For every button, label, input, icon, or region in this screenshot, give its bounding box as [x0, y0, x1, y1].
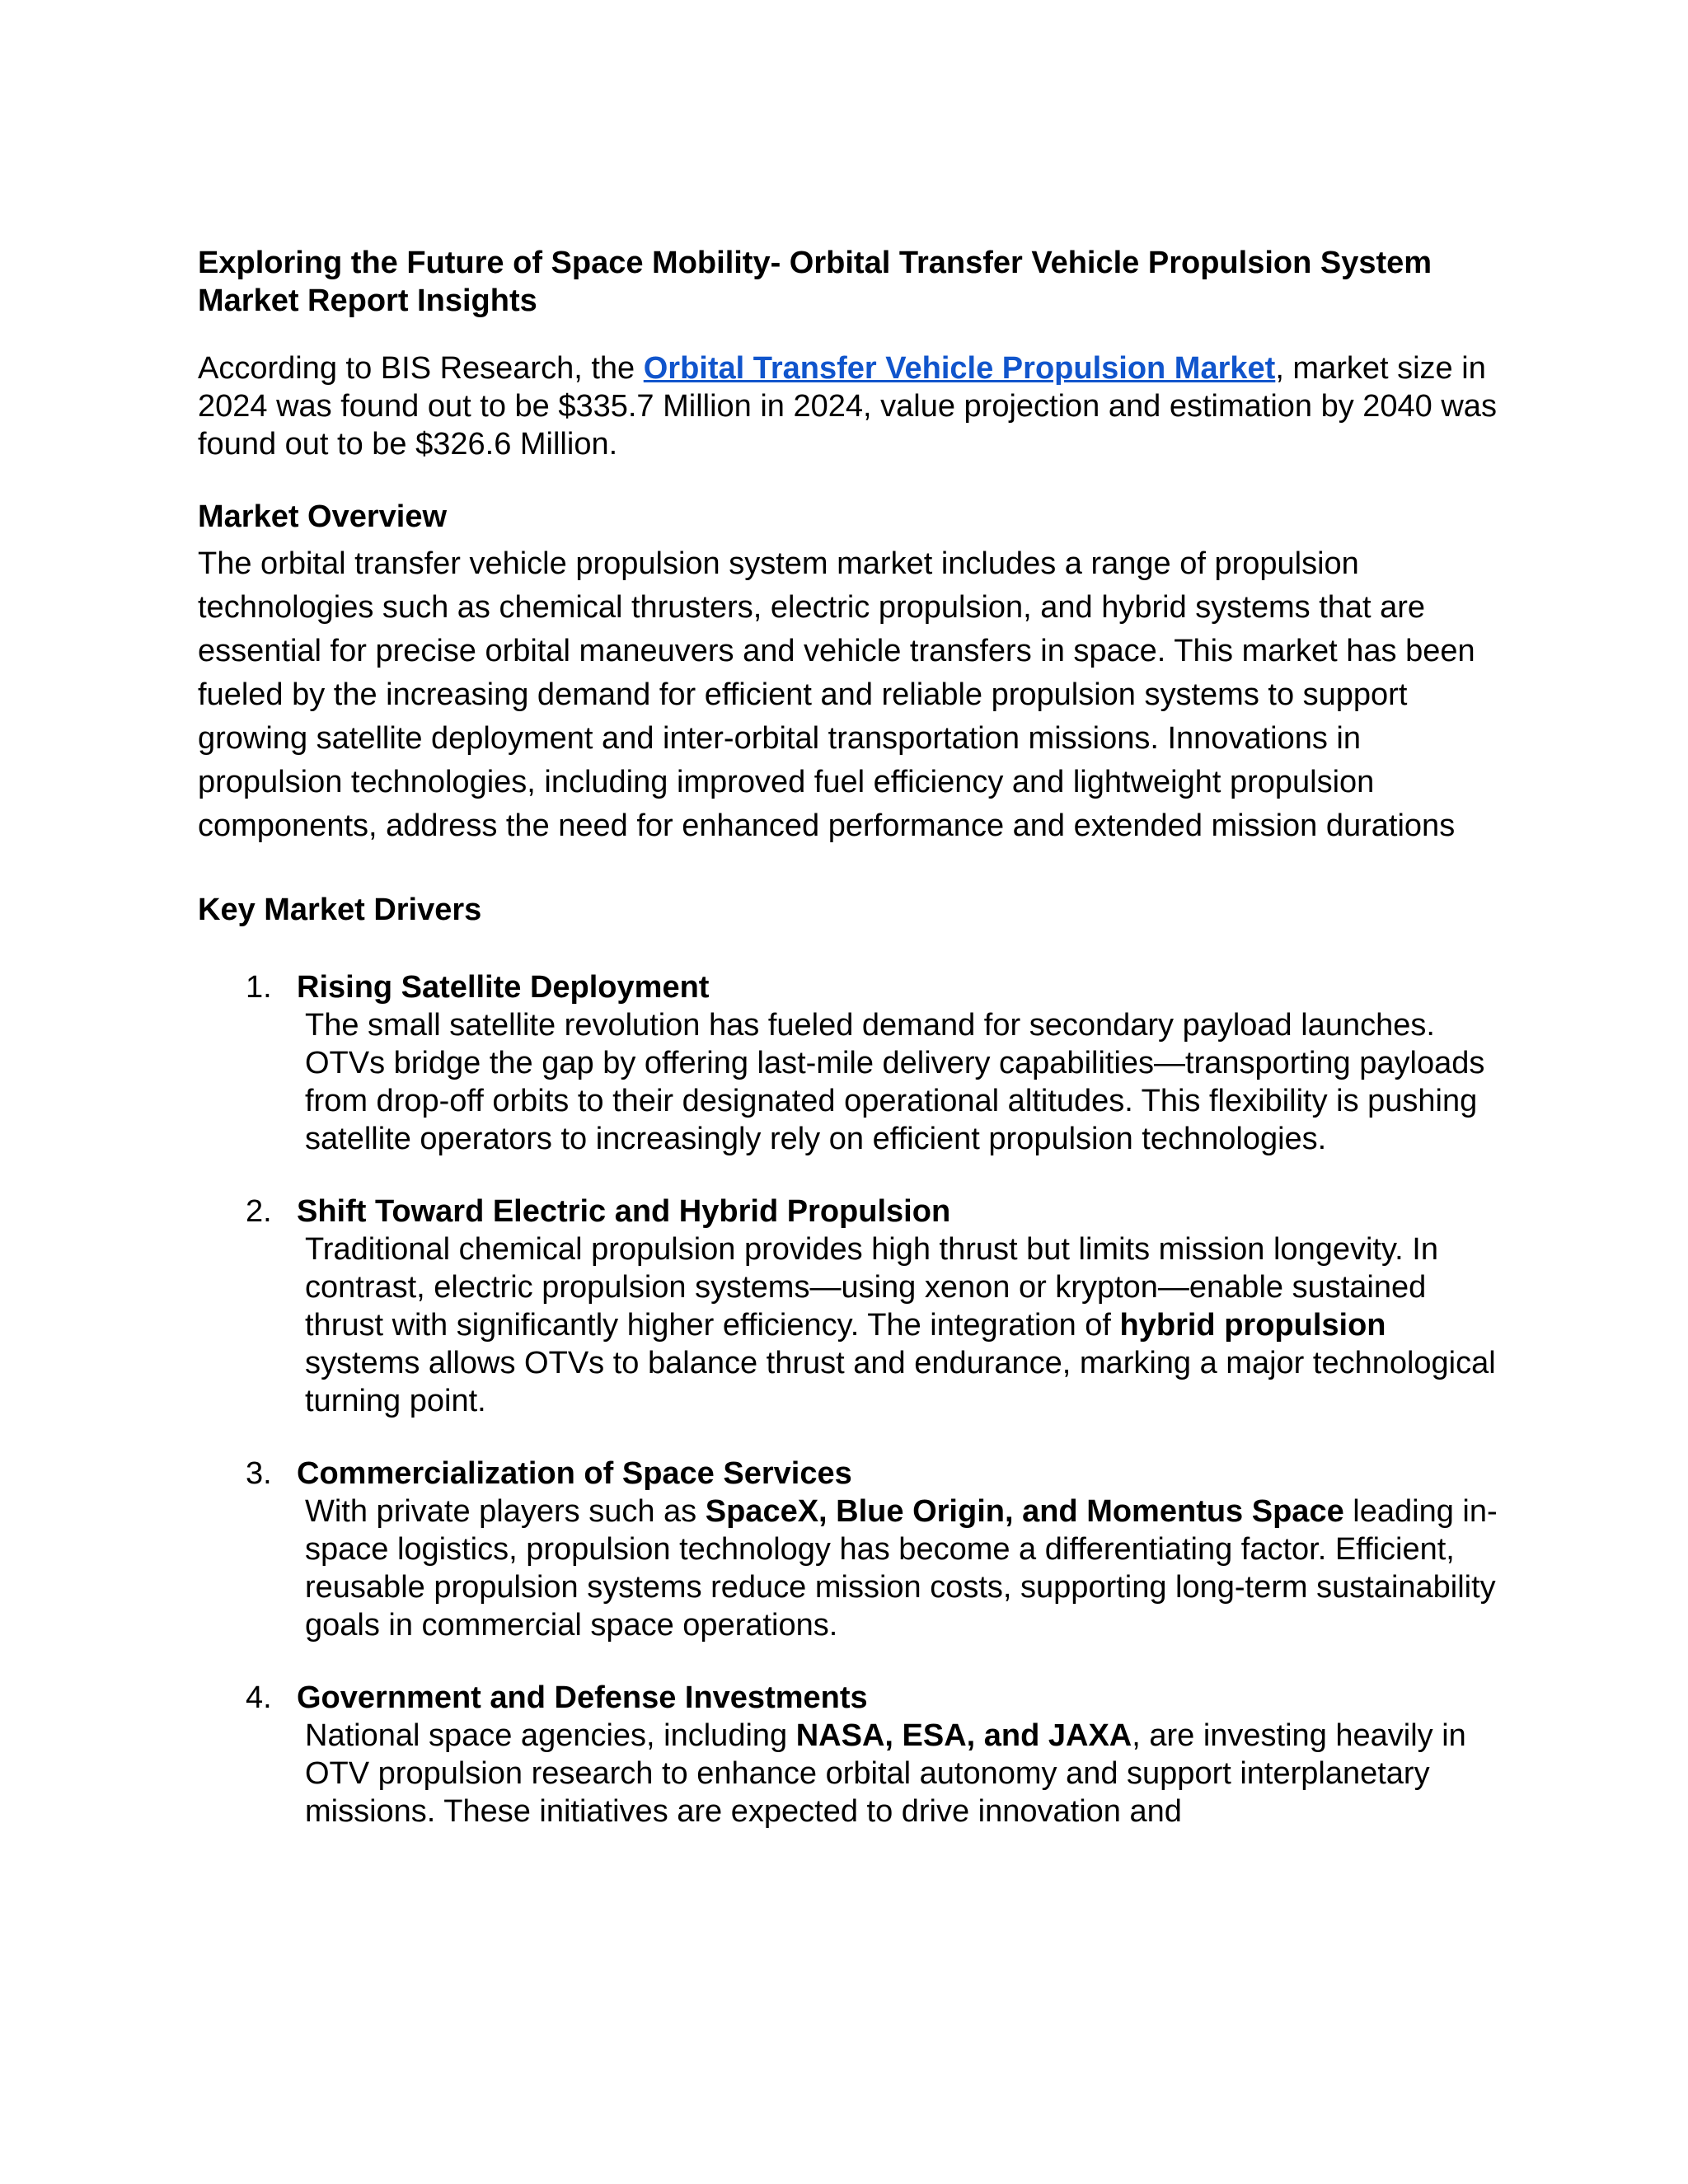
list-item-bold-text: hybrid propulsion	[1119, 1308, 1386, 1343]
document-title: Exploring the Future of Space Mobility- Orbital Transfer Vehicle Propulsion System Market Report Insights	[198, 246, 1432, 318]
list-item-text-cont: systems allows OTVs to balance thrust and endurance, marking a major technological turning point.	[305, 1346, 1496, 1418]
key-market-drivers-heading: Key Market Drivers	[198, 893, 482, 927]
list-item-text: Traditional chemical propulsion provides high thrust but limits mission longevity. In contrast, electric propulsion systems—using xenon or krypton—enable sustained thrust with significantly higher efficiency. The integration of	[305, 1232, 1438, 1343]
list-item-title: Rising Satellite Deployment	[297, 970, 710, 1005]
list-item-body	[297, 1006, 1500, 1158]
list-item-number: 4.	[246, 1680, 272, 1715]
list-item-body	[297, 1717, 1500, 1830]
list-item	[198, 968, 1500, 1158]
list-item-text: The small satellite revolution has fueled demand for secondary payload launches. OTVs bridge the gap by offering last-mile delivery capabilities—transporting payloads from drop-off orbits to their designated operational altitudes. This flexibility is pushing satellite operators to increasingly rely on efficient propulsion technologies.	[305, 1008, 1485, 1156]
list-item-title: Shift Toward Electric and Hybrid Propulsion	[297, 1194, 951, 1229]
list-item-number: 2.	[246, 1194, 272, 1229]
list-item-number: 3.	[246, 1456, 272, 1491]
market-overview-heading: Market Overview	[198, 499, 448, 534]
list-item-title: Government and Defense Investments	[297, 1680, 868, 1715]
list-item-body	[297, 1493, 1500, 1644]
intro-prefix: According to BIS Research, the	[198, 351, 644, 386]
list-item	[198, 1679, 1500, 1830]
market-overview-body: The orbital transfer vehicle propulsion system market includes a range of propulsion technologies such as chemical thrusters, electric propulsion, and hybrid systems that are essential for precise orbital maneuvers and vehicle transfers in space. This market has been fueled by the increasing demand for efficient and reliable propulsion systems to support growing satellite deployment and inter-orbital transportation missions. Innovations in propulsion technologies, including improved fuel efficiency and lightweight propulsion components, address the need for enhanced performance and extended mission durations	[198, 546, 1475, 843]
intro-paragraph	[198, 349, 1500, 463]
list-item-title: Commercialization of Space Services	[297, 1456, 852, 1491]
list-item	[198, 1193, 1500, 1420]
list-item-body	[297, 1230, 1500, 1420]
list-item-text-cont: leading in-space logistics, propulsion technology has become a differentiating factor. Efficient, reusable propulsion systems reduce mission costs, supporting long-term sustainability goals in commercial space operations.	[305, 1494, 1498, 1643]
market-report-link[interactable]: Orbital Transfer Vehicle Propulsion Market	[643, 351, 1276, 386]
list-item-text: National space agencies, including	[305, 1718, 796, 1753]
intro-suffix: , market size in 2024 was found out to be $335.7 Million in 2024, value projection and estimation by 2040 was found out to be $326.6 Million.	[198, 351, 1497, 462]
drivers-list	[198, 968, 1500, 1830]
list-item-number: 1.	[246, 970, 272, 1005]
list-item-text: With private players such as	[305, 1494, 706, 1529]
document-page	[198, 244, 1500, 1865]
list-item-text-cont: , are investing heavily in OTV propulsion research to enhance orbital autonomy and support interplanetary missions. These initiatives are expected to drive innovation and	[305, 1718, 1466, 1829]
list-item-bold-text: NASA, ESA, and JAXA	[795, 1718, 1132, 1753]
list-item	[198, 1455, 1500, 1644]
list-item-bold-text: SpaceX, Blue Origin, and Momentus Space	[705, 1494, 1344, 1529]
